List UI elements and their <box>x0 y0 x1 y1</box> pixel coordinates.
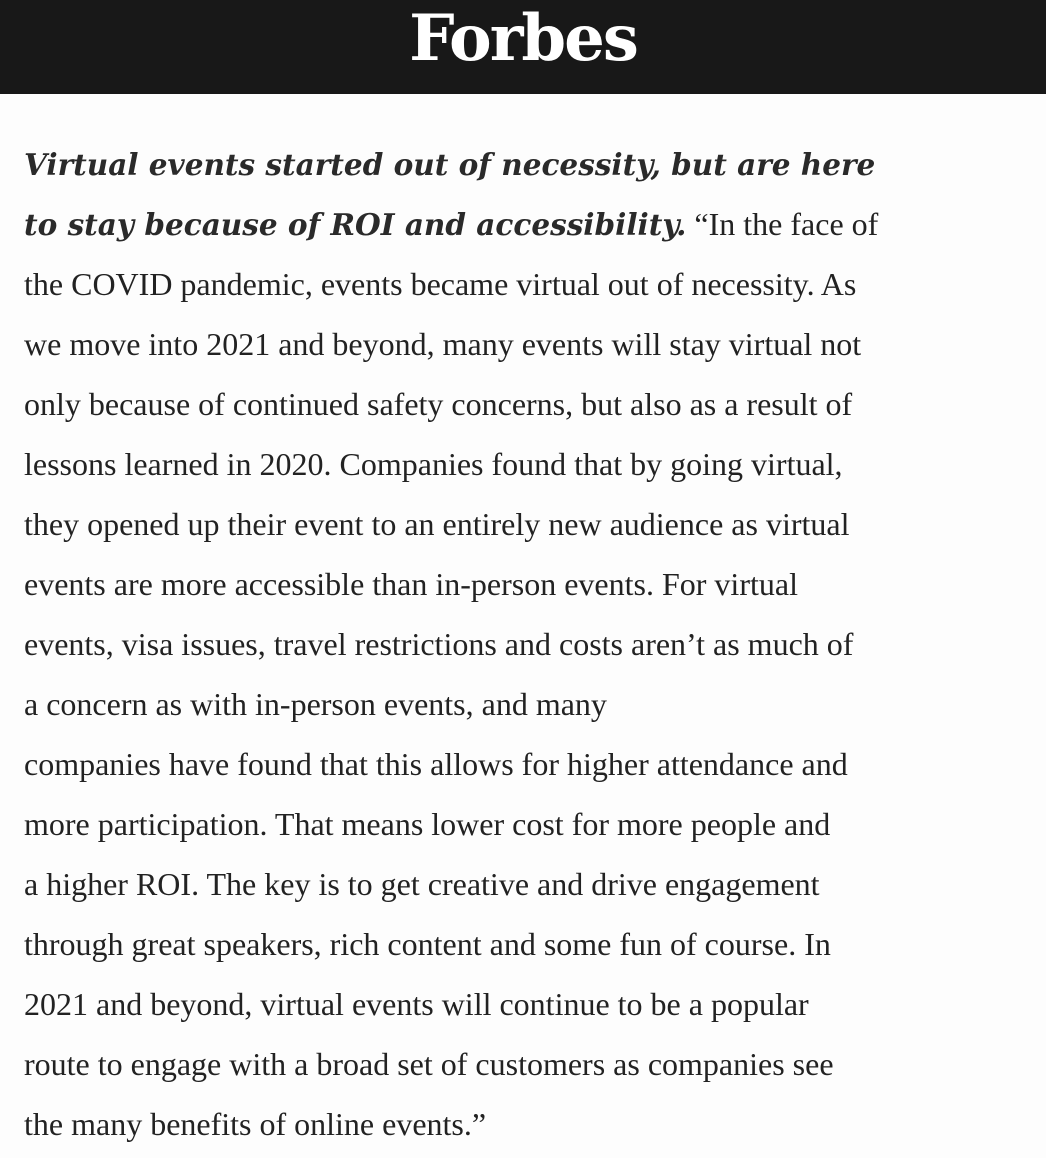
article-line: lessons learned in 2020. Companies found that by going virtual, <box>24 446 843 482</box>
article-line <box>24 194 1046 254</box>
article-line: route to engage with a broad set of customers as companies see <box>24 1046 834 1082</box>
article-line <box>24 134 1046 194</box>
quote-text: “In the face of <box>686 206 879 242</box>
article-line: 2021 and beyond, virtual events will continue to be a popular <box>24 986 809 1022</box>
lead-heading-part1: Virtual events started out of necessity, but are here <box>24 147 876 182</box>
article-line: only because of continued safety concerns, but also as a result of <box>24 386 853 422</box>
article-line: they opened up their event to an entirely new audience as virtual <box>24 506 850 542</box>
article-line: a higher ROI. The key is to get creative and drive engagement <box>24 866 820 902</box>
article-body <box>24 134 1046 1154</box>
article-line: we move into 2021 and beyond, many events will stay virtual not <box>24 326 862 362</box>
lead-heading-part2: to stay because of ROI and accessibility. <box>24 207 687 242</box>
forbes-logo[interactable]: Forbes <box>409 1 637 76</box>
article-line: events are more accessible than in-person events. For virtual <box>24 566 798 602</box>
article-line: through great speakers, rich content and some fun of course. In <box>24 926 831 962</box>
article-line: companies have found that this allows for higher attendance and <box>24 746 848 782</box>
article-line: the COVID pandemic, events became virtual out of necessity. As <box>24 266 857 302</box>
article-line: events, visa issues, travel restrictions and costs aren’t as much of <box>24 626 854 662</box>
article-line: more participation. That means lower cost for more people and <box>24 806 831 842</box>
site-header <box>0 0 1046 94</box>
article-line: the many benefits of online events.” <box>24 1106 487 1142</box>
article-line: a concern as with in-person events, and many <box>24 686 607 722</box>
